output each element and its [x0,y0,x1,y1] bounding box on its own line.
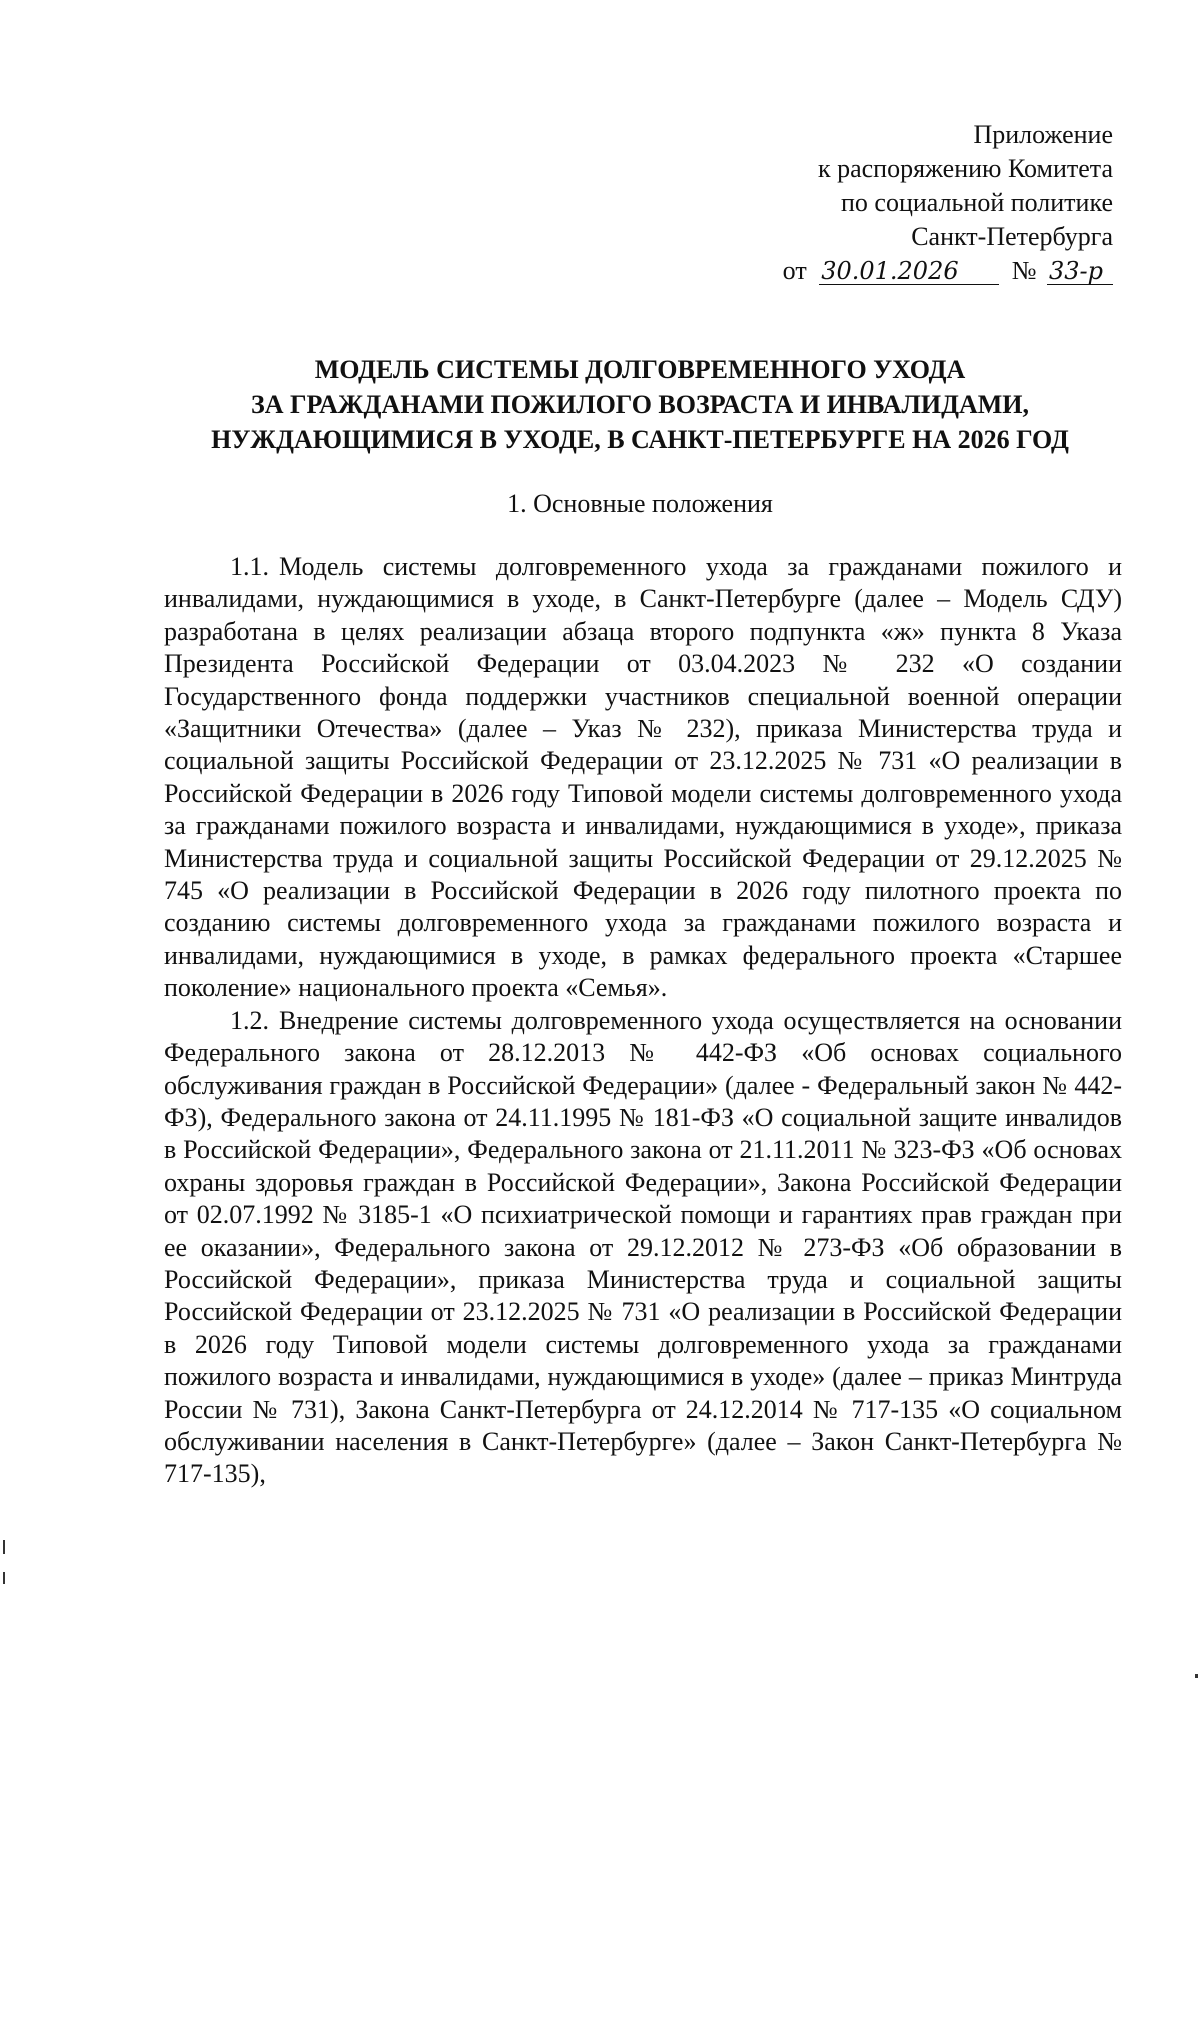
paragraph-text: Внедрение системы долговременного ухода осуществляется на основании Федерального закона от 28.12.2013 № 442-ФЗ «Об основах социального обслуживания граждан в Российской Федерации» (далее - Федеральный закон № 442-ФЗ), Федерального закона от 24.11.1995 № 181-ФЗ «О социальной защите инвалидов в Российской Федерации», Федерального закона от 21.11.2011 № 323-ФЗ «Об основах охраны здоровья граждан в Российской Федерации», Закона Российской Федерации от 02.07.1992 № 3185-1 «О психиатрической помощи и гарантиях прав граждан при ее оказании», Федерального закона от 29.12.2012 № 273-ФЗ «Об образовании в Российской Федерации», приказа Министерства труда и социальной защиты Российской Федерации от 23.12.2025 № 731 «О реализации в Российской Федерации в 2026 году Типовой модели системы долговременного ухода за гражданами пожилого возраста и инвалидами, нуждающимися в уходе» (далее – приказ Минтруда России № 731), Закона Санкт-Петербурга от 24.12.2014 № 717-135 «О социальном обслуживании населения в Санкт-Петербурге» (далее – Закон Санкт-Петербурга № 717-135), [164,1005,1122,1489]
scan-edge-mark [1195,1674,1198,1678]
appendix-date-line [783,254,1113,288]
paragraph-number: 1.2. [230,1005,269,1035]
handwritten-number: 33-р [1047,258,1113,285]
appendix-line-2: к распоряжению Комитета [817,154,1113,183]
paragraph-number: 1.1. [230,552,269,581]
body-text [164,551,1122,1491]
section-heading: 1. Основные положения [507,489,773,518]
number-sign: № [1011,256,1037,285]
appendix-line-1: Приложение [973,120,1113,149]
scan-edge-mark [3,1540,5,1554]
appendix-line-3: по социальной политике [841,188,1113,217]
appendix-block [783,118,1113,288]
scan-edge-mark [3,1572,5,1584]
title-line-2: ЗА ГРАЖДАНАМИ ПОЖИЛОГО ВОЗРАСТА И ИНВАЛИДАМИ, [250,390,1030,419]
paragraph-1-2 [164,1005,1122,1491]
document-title [120,352,1160,457]
title-line-3: НУЖДАЮЩИМИСЯ В УХОДЕ, В САНКТ-ПЕТЕРБУРГЕ НА 2026 ГОД [211,425,1069,454]
handwritten-date: 30.01.2026 [819,258,999,285]
date-prefix: от [782,256,807,285]
paragraph-text: Модель системы долговременного ухода за гражданами пожилого и инвалидами, нуждающимися в уходе, в Санкт-Петербурге (далее – Модель СДУ) разработана в целях реализации абзаца второго подпункта «ж» пункта 8 Указа Президента Российской Федерации от 03.04.2023 № 232 «О создании Государственного фонда поддержки участников специальной военной операции «Защитники Отечества» (далее – Указ № 232), приказа Министерства труда и социальной защиты Российской Федерации от 23.12.2025 № 731 «О реализации в Российской Федерации в 2026 году Типовой модели системы долговременного ухода за гражданами пожилого возраста и инвалидами, нуждающимися в уходе», приказа Министерства труда и социальной защиты Российской Федерации от 29.12.2025 № 745 «О реализации в Российской Федерации в 2026 году пилотного проекта по созданию системы долговременного ухода за гражданами пожилого возраста и инвалидами, нуждающимися в уходе, в рамках федерального проекта «Старшее поколение» национального проекта «Семья». [164,552,1122,1003]
title-line-1: МОДЕЛЬ СИСТЕМЫ ДОЛГОВРЕМЕННОГО УХОДА [314,355,966,384]
appendix-line-4: Санкт-Петербурга [911,222,1113,251]
paragraph-1-1 [164,551,1122,1005]
